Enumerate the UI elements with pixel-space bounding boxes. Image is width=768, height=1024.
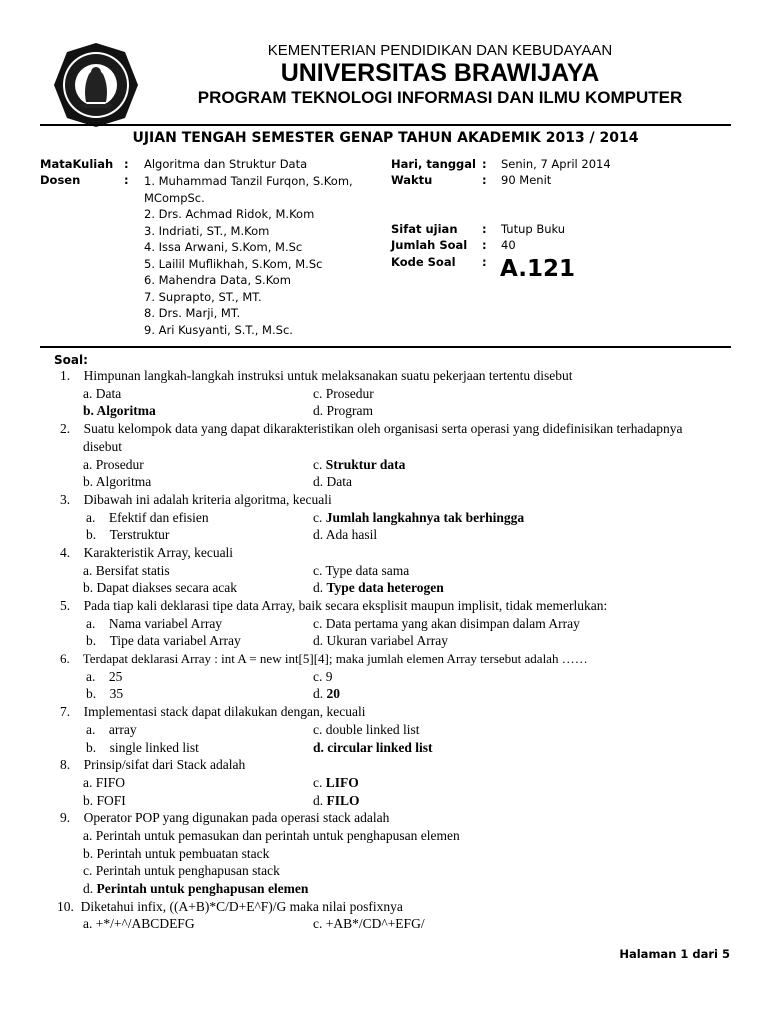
code-label: Kode Soal [391,255,456,269]
option-2c-text: Struktur data [325,457,406,472]
option-1b-text: b. Algoritma [83,403,156,418]
lecturer-item: 9. Ari Kusyanti, S.T., M.Sc. [144,322,293,337]
option-2d: d. Data [313,474,352,489]
lecturer-item: 5. Lailil Muflikhah, S.Kom, M.Sc [144,256,323,271]
lecturer-item: 3. Indriati, ST., M.Kom [144,223,270,238]
option-5c: c. Data pertama yang akan disimpan dalam Array [313,616,580,631]
option-7c: c. double linked list [313,722,420,737]
option-7b: b. single linked list [86,740,199,755]
lecturer-item: 2. Drs. Achmad Ridok, M.Kom [144,207,315,221]
date-value: Senin, 7 April 2014 [501,157,611,171]
type-value: Tutup Buku [501,222,566,236]
option-6d-text: 20 [326,686,340,701]
option-4d [313,579,444,596]
exam-code: A.121 [500,256,575,282]
university-name: UNIVERSITAS BRAWIJAYA [280,59,600,87]
option-8c-text: LIFO [325,775,359,790]
option-6d [313,685,340,702]
lecturer-colon: : [124,173,129,187]
lecturer-item: 6. Mahendra Data, S.Kom [144,273,291,287]
course-colon: : [124,157,129,171]
course-label: MataKuliah [40,157,114,171]
type-colon: : [482,222,487,236]
option-4a: a. Bersifat statis [83,563,170,578]
count-value: 40 [501,238,516,252]
option-8d-prefix: d. [313,793,327,808]
option-7d-text: d. circular linked list [313,740,433,755]
option-8b: b. FOFI [83,793,126,808]
date-colon: : [482,157,487,171]
option-5a: a. Nama variabel Array [86,616,223,631]
question-7: 7. Implementasi stack dapat dilakukan dengan, kecuali [60,704,366,719]
option-2a: a. Prosedur [83,457,144,472]
option-3c [313,509,524,526]
option-8c [313,774,359,791]
option-4d-text: Type data heterogen [326,580,444,595]
option-1c: c. Prosedur [313,386,374,401]
option-1d: d. Program [313,403,373,418]
option-2c-prefix: c. [313,457,326,472]
question-8: 8. Prinsip/sifat dari Stack adalah [60,757,246,772]
option-4c: c. Type data sama [313,563,410,578]
option-1b [83,402,156,419]
lecturer-item: MCompSc. [144,190,205,205]
type-label: Sifat ujian [391,222,458,236]
questions-label: Soal: [54,353,88,367]
option-9d-prefix: d. [83,881,97,896]
option-3a: a. Efektif dan efisien [86,510,209,525]
time-label: Waktu [391,173,433,187]
option-9a: a. Perintah untuk pemasukan dan perintah untuk penghapusan elemen [83,828,460,843]
page-number: Halaman 1 dari 5 [619,947,730,961]
time-colon: : [482,173,487,187]
lecturer-item: 4. Issa Arwani, S.Kom, M.Sc [144,240,303,254]
question-5: 5. Pada tiap kali deklarasi tipe data Array, baik secara eksplisit maupun implisit, tidak memerlukan: [60,598,608,613]
option-6d-prefix: d. [313,686,327,701]
exam-title: UJIAN TENGAH SEMESTER GENAP TAHUN AKADEMIK 2013 / 2014 [132,130,639,146]
question-4: 4. Karakteristik Array, kecuali [60,545,234,560]
ministry-name: KEMENTERIAN PENDIDIKAN DAN KEBUDAYAAN [267,42,613,59]
lecturer-item: 1. Muhammad Tanzil Furqon, S.Kom, [144,174,353,188]
course-value: Algoritma dan Struktur Data [144,157,308,171]
question-10: 10. Diketahui infix, ((A+B)*C/D+E^F)/G maka nilai posfixnya [57,899,403,914]
option-2c [313,456,405,473]
question-9: 9. Operator POP yang digunakan pada operasi stack adalah [60,810,390,825]
option-9d [83,880,308,897]
count-label: Jumlah Soal [391,238,468,252]
question-2-cont: disebut [83,439,122,454]
option-9b: b. Perintah untuk pembuatan stack [83,846,270,861]
count-colon: : [482,238,487,252]
option-7a: a. array [86,722,137,737]
question-3: 3. Dibawah ini adalah kriteria algoritma, kecuali [60,492,332,507]
option-3d: d. Ada hasil [313,527,378,542]
lecturer-label: Dosen [40,173,81,187]
option-6b: b. 35 [86,686,124,701]
option-10c: c. +AB*/CD^+EFG/ [313,916,425,931]
university-seal-icon [53,42,139,128]
option-10a: a. +*/+^/ABCDEFG [83,916,195,931]
option-4d-prefix: d. [313,580,327,595]
lecturer-list [144,173,384,338]
option-6c: c. 9 [313,669,333,684]
option-3c-prefix: c. [313,510,326,525]
question-6: 6. Terdapat deklarasi Array : int A = new int[5][4]; maka jumlah elemen Array tersebut adalah …… [60,651,588,666]
question-1: 1. Himpunan langkah-langkah instruksi untuk melaksanakan suatu pekerjaan tertentu disebut [60,368,573,383]
option-7d [313,739,433,756]
question-2: 2. Suatu kelompok data yang dapat dikarakteristikan oleh organisasi serta operasi yang didefinisikan terhadapnya [60,421,683,436]
option-3b: b. Terstruktur [86,527,170,542]
code-colon: : [482,255,487,269]
option-9c: c. Perintah untuk penghapusan stack [83,863,280,878]
option-6a: a. 25 [86,669,123,684]
time-value: 90 Menit [501,173,552,187]
option-1a: a. Data [83,386,122,401]
info-divider [40,346,731,348]
program-name: PROGRAM TEKNOLOGI INFORMASI DAN ILMU KOMPUTER [197,88,683,107]
option-5d: d. Ukuran variabel Array [313,633,448,648]
option-9d-text: Perintah untuk penghapusan elemen [96,881,309,896]
option-8d-text: FILO [326,793,360,808]
option-8c-prefix: c. [313,775,326,790]
header-divider [40,124,731,126]
option-8d [313,792,360,809]
lecturer-item: 8. Drs. Marji, MT. [144,306,241,320]
option-3c-text: Jumlah langkahnya tak berhingga [325,510,525,525]
lecturer-item: 7. Suprapto, ST., MT. [144,289,262,304]
option-4b: b. Dapat diakses secara acak [83,580,238,595]
option-8a: a. FIFO [83,775,126,790]
option-2b: b. Algoritma [83,474,152,489]
date-label: Hari, tanggal [391,157,476,171]
option-5b: b. Tipe data variabel Array [86,633,241,648]
